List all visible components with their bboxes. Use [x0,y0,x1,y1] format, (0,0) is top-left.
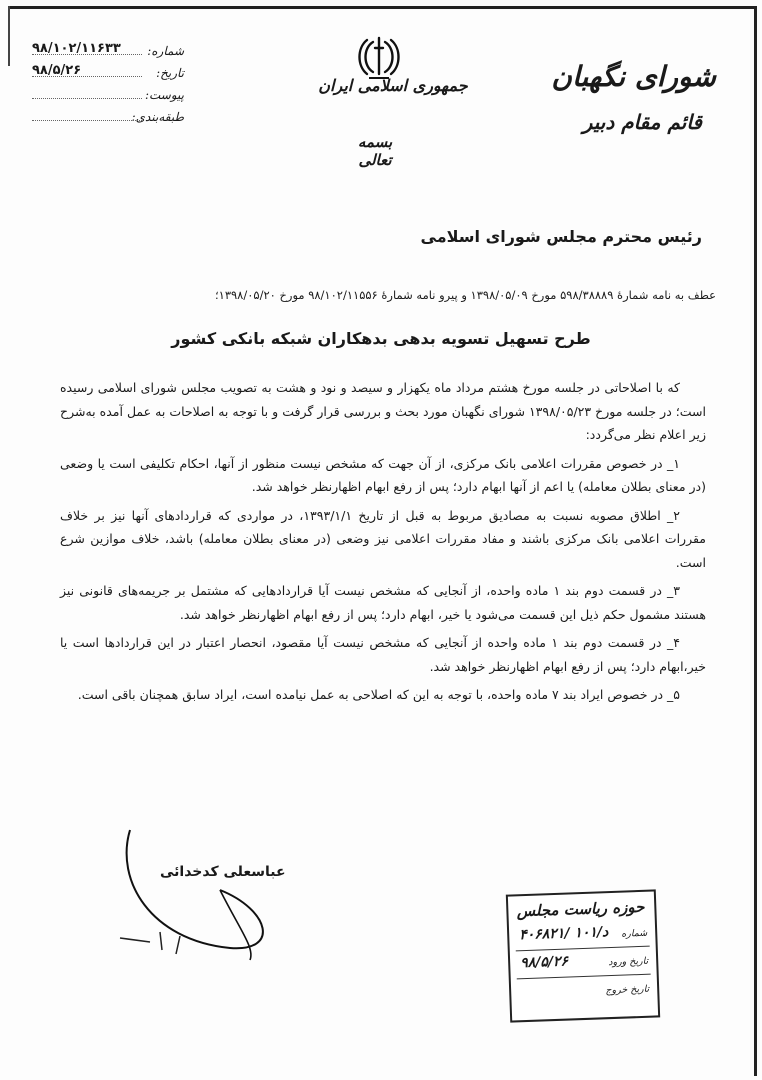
letter-subject: طرح تسهیل تسویه بدهی بدهکاران شبکه بانکی کشور [171,329,591,348]
reference-number-row [24,40,184,62]
stamp-date-in-label: تاریخ ورود [608,955,649,969]
reference-number-label: شماره: [147,44,184,58]
signatory-name: عباسعلی کدخدائی [160,864,286,880]
reference-attachment-row [24,84,184,106]
letter-body [60,376,706,712]
basmala: بسمه تعالی [357,133,393,169]
stamp-date-in-row [516,950,651,980]
reference-attachment-label: پیوست: [144,88,184,102]
page-border-left [8,6,10,66]
republic-name: جمهوری اسلامی ایران [318,76,468,95]
stamp-number-value: ۴۰۶۸۲۱/ ۱۰۱/د [518,924,609,944]
reference-line: عطف به نامه شمارهٔ ۵۹۸/۳۸۸۸۹ مورخ ۱۳۹۸/۰۵/۰۹ و پیرو نامه شمارهٔ ۹۸/۱۰۲/۱۱۵۵۶ مورخ ۱۳۹۸/۰۵/۲۰؛ [214,288,716,302]
stamp-number-label: شماره [621,927,648,940]
letter-item-3: ۳_ در قسمت دوم بند ۱ ماده واحده، از آنجایی که مشخص نیست آیا قراردادهایی که مشتمل بر جریمه‌های قانونی نیز هستند مشمول حکم ذیل این قسمت می‌شود یا خیر، ابهام دارد؛ پس از رفع ابهام اظهارنظر خواهد شد. [60,583,706,622]
stamp-date-out-row [517,978,652,1007]
letter-item-4: ۴_ در قسمت دوم بند ۱ ماده واحده از آنجایی که مشخص نیست آیا مقصود، انحصار اعتبار در این قراردادها است یا خیر،ابهام دارد؛ پس از رفع ابهام اظهارنظر خواهد شد. [60,635,706,674]
reference-block [24,40,184,128]
letter-item-1: ۱_ در خصوص مقررات اعلامی بانک مرکزی، از آن جهت که مشخص نیست منظور از آنها، احکام تکلیفی است یا وضعی (در معنای بطلان معامله) یا اعم از آنها ابهام دارد؛ پس از رفع ابهام اظهارنظر خواهد شد. [60,455,706,494]
council-subtitle: قائم مقام دبیر [582,110,702,134]
reference-date-label: تاریخ: [156,66,184,80]
reference-date-row [24,62,184,84]
page-border-right [754,6,757,1076]
page-border-top [8,6,756,9]
letter-item-5: ۵_ در خصوص ایراد بند ۷ ماده واحده، با توجه به این که اصلاحی به عمل نیامده است، ایراد سابق همچنان باقی است. [77,687,680,702]
stamp-date-in-value: ۹۸/۵/۲۶ [519,953,569,972]
addressee: رئیس محترم مجلس شورای اسلامی [420,227,702,246]
letter-intro: که با اصلاحاتی در جلسه مورخ هشتم مرداد ماه یکهزار و سیصد و نود و هشت به تصویب مجلس شورای اسلامی رسیده است؛ در جلسه مورخ ۱۳۹۸/۰۵/۲۳ شورای نگهبان مورد بحث و بررسی قرار گرفت و با توجه به اصلاحات به عمل آمده به‌شرح زیر اعلام نظر می‌گردد: [60,380,706,442]
stamp-date-out-label: تاریخ خروج [605,983,650,997]
stamp-number-row [515,922,650,952]
letter-item-2: ۲_ اطلاق مصوبه نسبت به مصادیق مربوط به قبل از تاریخ ۱۳۹۳/۱/۱، در مواردی که قراردادهای آنها نیز بر خلاف مقررات اعلامی بانک مرکزی باشند و مفاد مقررات اعلامی نیز وضعی (در معنای بطلان معامله) باشد، خلاف موازین شرع است. [60,507,706,570]
signature-graphic [110,820,310,970]
stamp-title: حوزه ریاست مجلس [516,897,645,921]
reference-classification-row [24,106,184,128]
reference-date-value: ۹۸/۵/۲۶ [32,63,82,78]
council-name: شورای نگهبان [551,60,716,93]
reference-classification-label: طبقه‌بندی: [131,110,184,124]
reference-number-value: ۹۸/۱۰۲/۱۱۶۳۳ [32,41,121,56]
registry-stamp [506,889,660,1022]
iran-emblem-icon [355,34,403,80]
